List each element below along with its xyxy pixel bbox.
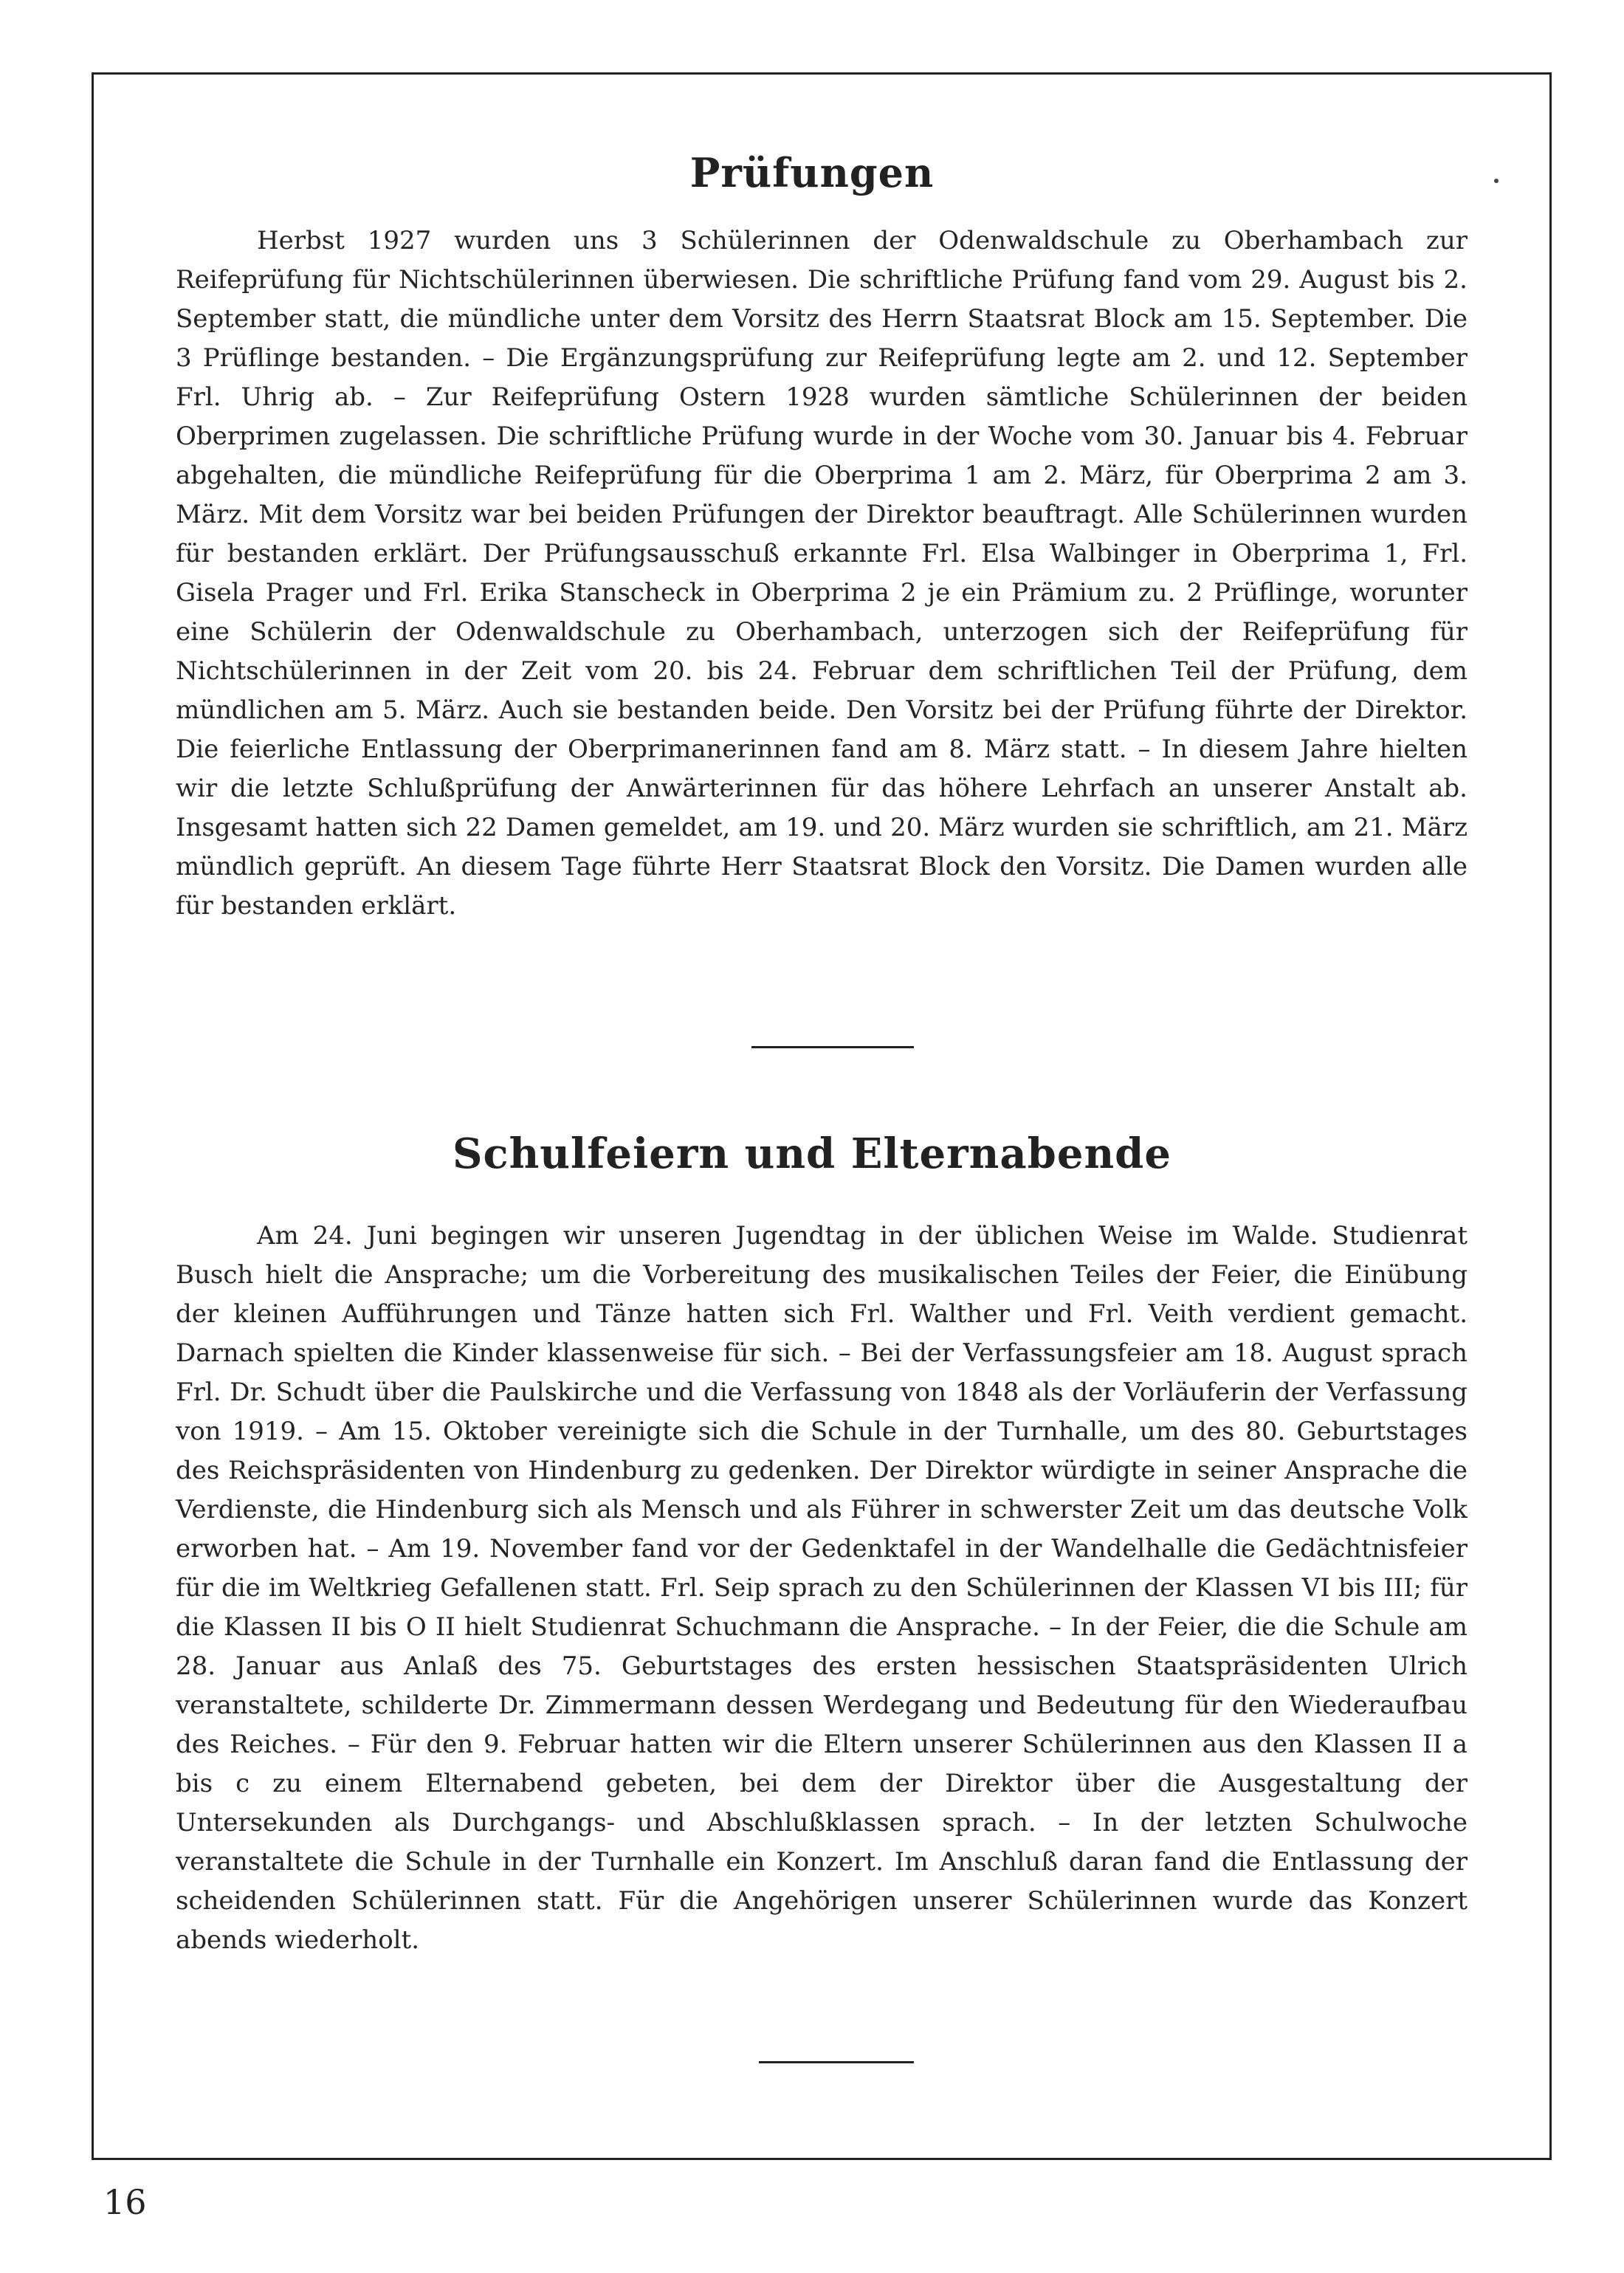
section-divider bbox=[759, 2061, 914, 2063]
section-title-pruefungen: Prüfungen bbox=[689, 149, 935, 196]
print-speck bbox=[1494, 179, 1499, 183]
page-number: 16 bbox=[103, 2182, 147, 2222]
section-divider bbox=[751, 1046, 914, 1048]
section-body-pruefungen: Herbst 1927 wurden uns 3 Schülerinnen der Odenwaldschule zu Oberhambach zur Reifeprüfung für Nichtschülerinnen überwiesen. Die schriftliche Prüfung fand vom 29. August bis 2. September statt, die mündliche unter dem Vorsitz des Herrn Staatsrat Block am 15. September. Die 3 Prüflinge bestanden. – Die Ergänzungsprüfung zur Reifeprüfung legte am 2. und 12. September Frl. Uhrig ab. – Zur Reifeprüfung Ostern 1928 wurden sämtliche Schülerinnen der beiden Oberprimen zugelassen. Die schriftliche Prüfung wurde in der Woche vom 30. Januar bis 4. Februar abgehalten, die mündliche Reifeprüfung für die Oberprima 1 am 2. März, für Oberprima 2 am 3. März. Mit dem Vorsitz war bei beiden Prüfungen der Direktor beauftragt. Alle Schülerinnen wurden für bestanden erklärt. Der Prüfungsausschuß erkannte Frl. Elsa Walbinger in Oberprima 1, Frl. Gisela Prager und Frl. Erika Stanscheck in Oberprima 2 je ein Prämium zu. 2 Prüflinge, worunter eine Schülerin der Odenwaldschule zu Oberhambach, unterzogen sich der Reifeprüfung für Nichtschülerinnen in der Zeit vom 20. bis 24. Februar dem schriftlichen Teil der Prüfung, dem mündlichen am 5. März. Auch sie bestanden beide. Den Vorsitz bei der Prüfung führte der Direktor. Die feierliche Entlassung der Oberprimanerinnen fand am 8. März statt. – In diesem Jahre hielten wir die letzte Schlußprüfung der Anwärterinnen für das höhere Lehrfach an unserer Anstalt ab. Insgesamt hatten sich 22 Damen gemeldet, am 19. und 20. März wurden sie schriftlich, am 21. März mündlich geprüft. An diesem Tage führte Herr Staatsrat Block den Vorsitz. Die Damen wurden alle für bestanden erklärt. bbox=[176, 226, 1468, 921]
section-title-schulfeiern: Schulfeiern und Elternabende bbox=[453, 1129, 1171, 1178]
section-body-schulfeiern: Am 24. Juni begingen wir unseren Jugendtag in der üblichen Weise im Walde. Studienrat Busch hielt die Ansprache; um die Vorbereitung des musikalischen Teiles der Feier, die Einübung der kleinen Aufführungen und Tänze hatten sich Frl. Walther und Frl. Veith verdient gemacht. Darnach spielten die Kinder klassenweise für sich. – Bei der Verfassungsfeier am 18. August sprach Frl. Dr. Schudt über die Paulskirche und die Verfassung von 1848 als der Vorläuferin der Verfassung von 1919. – Am 15. Oktober vereinigte sich die Schule in der Turnhalle, um des 80. Geburtstages des Reichspräsidenten von Hindenburg zu gedenken. Der Direktor würdigte in seiner Ansprache die Verdienste, die Hindenburg sich als Mensch und als Führer in schwerster Zeit um das deutsche Volk erworben hat. – Am 19. November fand vor der Gedenktafel in der Wandelhalle die Gedächtnisfeier für die im Weltkrieg Gefallenen statt. Frl. Seip sprach zu den Schülerinnen der Klassen VI bis III; für die Klassen II bis O II hielt Studienrat Schuchmann die Ansprache. – In der Feier, die die Schule am 28. Januar aus Anlaß des 75. Geburtstages des ersten hessischen Staatspräsidenten Ulrich veranstaltete, schilderte Dr. Zimmermann dessen Werdegang und Bedeutung für den Wiederaufbau des Reiches. – Für den 9. Februar hatten wir die Eltern unserer Schülerinnen aus den Klassen II a bis c zu einem Elternabend gebeten, bei dem der Direktor über die Ausgestaltung der Untersekunden als Durchgangs- und Abschlußklassen sprach. – In der letzten Schulwoche veranstaltete die Schule in der Turnhalle ein Konzert. Im Anschluß daran fand die Entlassung der scheidenden Schülerinnen statt. Für die Angehörigen unserer Schülerinnen wurde das Konzert abends wiederholt. bbox=[176, 1221, 1468, 1955]
